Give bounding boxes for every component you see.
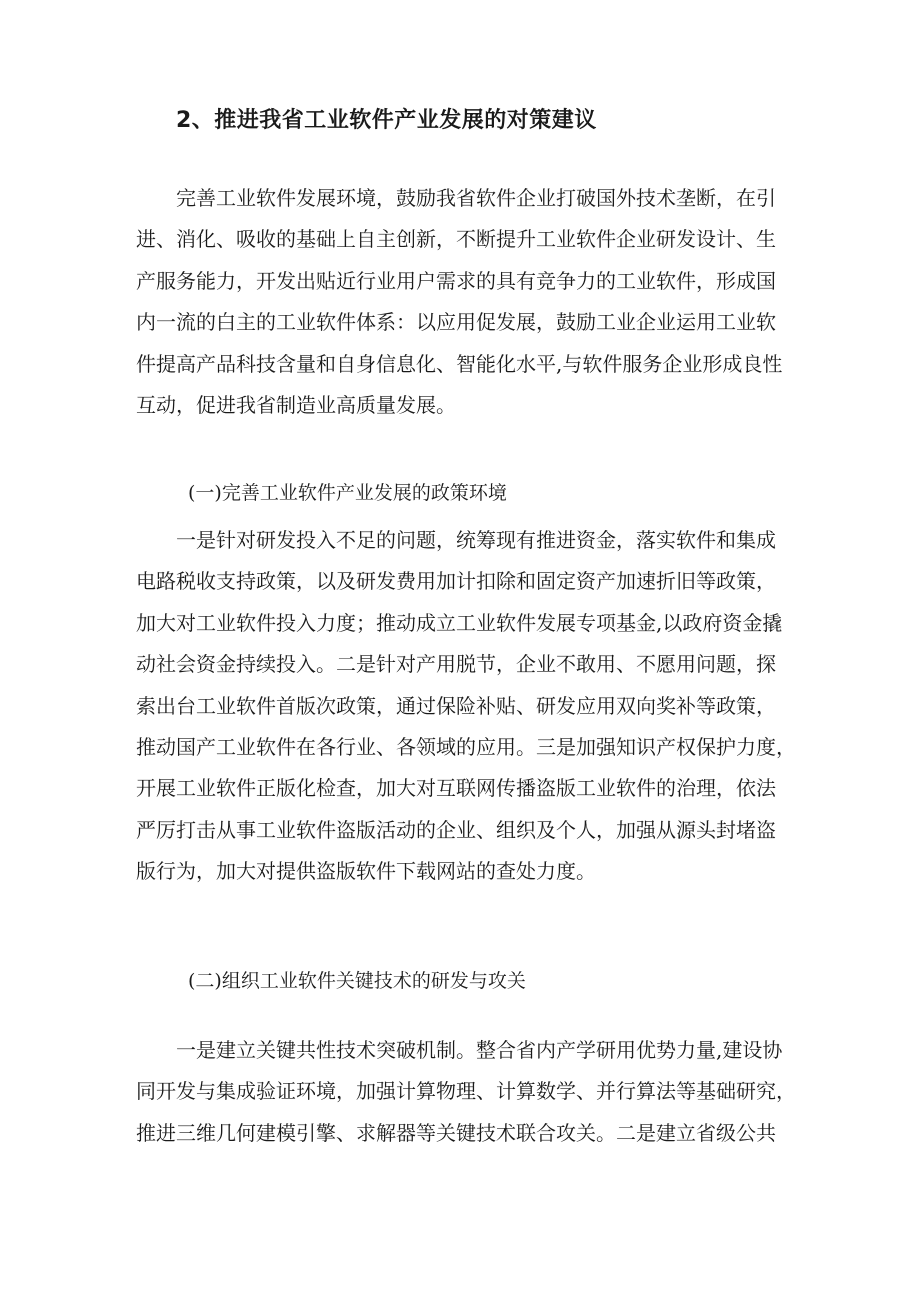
paragraph-line: 产服务能力，开发出贴近行业用户需求的具有竞争力的工业软件，形成国: [136, 268, 776, 293]
paragraph-line: 完善工业软件发展环境，鼓励我省软件企业打破国外技术垄断，在引: [176, 186, 776, 210]
paragraph-line: 推进三维几何建模引擎、求解器等关键技术联合攻关。二是建立省级公共: [136, 1120, 776, 1145]
paragraph-line: 一是针对研发投入不足的问题，统筹现有推进资金，落实软件和集成: [176, 528, 776, 552]
paragraph-line: 同开发与集成验证环境，加强计算物理、计算数学、并行算法等基础研究，: [136, 1079, 796, 1104]
subsection-title-1: (一)完善工业软件产业发展的政策环境: [188, 482, 507, 504]
paragraph-line: 动社会资金持续投入。二是针对产用脱节，企业不敢用、不愿用问题，探: [136, 652, 776, 677]
section1-paragraph: [136, 520, 796, 893]
paragraph-line: 严厉打击从事工业软件盗版活动的企业、组织及个人，加强从源头封堵盗: [136, 817, 776, 842]
paragraph-line: 一是建立关键共性技术突破机制。整合省内产学研用优势力量,建设协: [176, 1038, 783, 1062]
paragraph-line: 内一流的白主的工业软件体系：以应用促发展，鼓励工业企业运用工业软: [136, 310, 776, 335]
paragraph-line: 索出台工业软件首版次政策，通过保险补贴、研发应用双向奖补等政策，: [136, 693, 776, 718]
paragraph-line: 加大对工业软件投入力度；推动成立工业软件发展专项基金,以政府资金撬: [136, 610, 783, 635]
section-heading: 2、推进我省工业软件产业发展的对策建议: [176, 108, 597, 133]
paragraph-line: 件提高产品科技含量和自身信息化、智能化水平,与软件服务企业形成良性: [136, 351, 783, 376]
intro-paragraph: [136, 178, 796, 426]
paragraph-line: 开展工业软件正版化检查，加大对互联网传播盗版工业软件的治理，依法: [136, 776, 776, 801]
paragraph-line: 推动国产工业软件在各行业、各领域的应用。三是加强知识产权保护力度，: [136, 734, 796, 759]
paragraph-line: 进、消化、吸收的基础上自主创新，不断提升工业软件企业研发设计、生: [136, 227, 776, 252]
paragraph-line: 电路税收支持政策，以及研发费用加计扣除和固定资产加速折旧等政策，: [136, 569, 776, 594]
paragraph-line: 版行为，加大对提供盗版软件下载网站的查处力度。: [136, 859, 596, 884]
section2-paragraph: [136, 1030, 796, 1154]
subsection-title-2: (二)组织工业软件关键技术的研发与攻关: [188, 970, 526, 992]
paragraph-line: 互动，促进我省制造业高质量发展。: [136, 392, 456, 417]
